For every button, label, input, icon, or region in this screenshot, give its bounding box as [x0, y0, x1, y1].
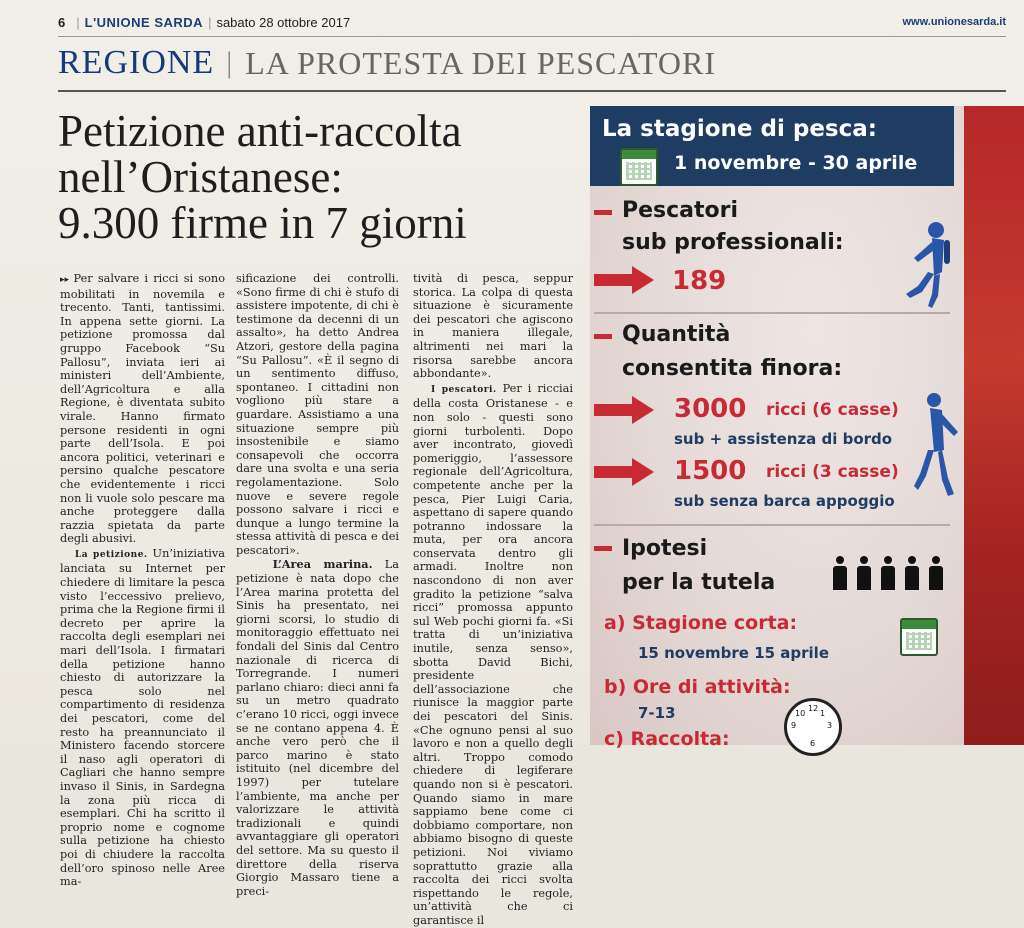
season-dates: 1 novembre - 30 aprile — [674, 152, 918, 174]
newspaper-name: L'UNIONE SARDA — [84, 14, 204, 30]
bullet-dash-icon — [594, 546, 612, 551]
quantity-1-unit: ricci (6 casse) — [766, 400, 899, 420]
quantity-2-unit: ricci (3 casse) — [766, 462, 899, 482]
website-url: www.unionesarda.it — [902, 16, 1006, 28]
bullet-dash-icon — [594, 210, 612, 215]
paragraph-lead: I pescatori. — [430, 384, 497, 395]
article-paragraph: tività di pesca, seppur storica. La colpa di questa situazione è sicuramente dei pescatori che agiscono in maniera illegale, altrimenti nei mari la risorsa sarebbe ancora abbondante». — [413, 272, 573, 381]
section-heading — [58, 42, 716, 84]
paragraph-lead: La petizione. — [74, 549, 148, 560]
clock-icon: 12 3 6 9 10 1 — [784, 698, 842, 756]
diver-icon — [908, 390, 964, 500]
headline-line-1: Petizione anti-raccolta — [58, 106, 462, 156]
ipotesi-title-2: per la tutela — [622, 570, 776, 595]
article-paragraph: ▸▸ Per salvare i ricci si sono mobilitati in novemila e trecento. Tanti, tantissimi. In appena sette giorni. La petizione promossa dal gruppo Facebook “Su Pallosu”, inviata ieri ai ministeri dell’Ambiente, dell’Agricoltura e alla Regione, è diventata subito virale. Hanno firmato persone residenti in ogni parte dell’Isola. E poi ancora politici, veterinari e persino qualche pescatore che evidentemente i ricci non li vuole solo pescare ma anche proteggere dalla razzia spietata da parte degli abusivi. — [60, 272, 225, 546]
infographic-title: La stagione di pesca: — [602, 116, 877, 142]
infographic-divider — [594, 524, 950, 526]
article-column-3 — [413, 272, 573, 927]
article-paragraph: La petizione. Un’iniziativa lanciata su Internet per chiedere di limitare la pesca visto l’eccessivo prelievo, prima che la Regione firmi il decreto per aprire la raccolta degli esemplari nei mari dell’Isola. I firmatari della petizione hanno chiesto di autorizzare la pesca solo nel compartimento di residenza dei pescatori, come del resto ha preannunciato il Ministero facendo storcere il naso agli operatori di Cagliari che hanno sempre invaso il Sinis, in Sardegna la zona più ricca di esemplari. Chi ha scritto il proprio nome e cognome sulla petizione ha chiesto poi di chiudere la raccolta dell’oro spinoso nelle Aree ma- — [60, 546, 226, 889]
infographic-header — [590, 106, 954, 186]
page-header — [58, 12, 1006, 32]
people-icon — [832, 556, 944, 590]
ipotesi-title-1: Ipotesi — [622, 536, 708, 561]
header-separator: | — [76, 14, 80, 30]
section-topic: LA PROTESTA DEI PESCATORI — [245, 44, 717, 81]
calendar-icon — [620, 148, 658, 186]
article-column-2 — [236, 272, 400, 898]
urchin-photo-edge — [962, 106, 1024, 745]
headline-line-2: nell’Oristanese: — [58, 152, 343, 202]
pescatori-title-1: Pescatori — [622, 198, 739, 223]
quantita-title-2: consentita finora: — [622, 356, 843, 381]
header-rule — [58, 36, 1006, 37]
arrow-icon — [594, 266, 656, 294]
page-number: 6 — [58, 14, 66, 30]
issue-date: sabato 28 ottobre 2017 — [216, 14, 351, 30]
section-divider: | — [226, 46, 234, 79]
hypothesis-a-dates: 15 novembre 15 aprile — [638, 644, 830, 662]
quantity-1-number: 3000 — [674, 394, 747, 424]
hypothesis-c-label: c) Raccolta: — [604, 728, 730, 750]
arrow-icon — [594, 458, 656, 486]
section-rule — [58, 90, 1006, 92]
bullet-dash-icon — [594, 334, 612, 339]
header-separator: | — [208, 14, 212, 30]
calendar-icon — [900, 618, 938, 656]
pescatori-title-2: sub professionali: — [622, 230, 844, 255]
article-column-1 — [60, 272, 226, 889]
infographic-panel — [590, 106, 964, 750]
diver-icon — [892, 218, 960, 310]
hypothesis-b-hours: 7-13 — [638, 704, 676, 722]
hypothesis-b-label: b) Ore di attività: — [604, 676, 791, 698]
infographic-divider — [594, 312, 950, 314]
article-paragraph: L’Area marina. La petizione è nata dopo che l’Area marina protetta del Sinis ha presentato, nei giorni scorsi, lo studio di monitoraggio effettuato nei fondali del Sinis dal Centro nazionale di ricerca di Torregrande. I numeri parlano chiaro: dieci anni fa su un metro quadrato c’erano 10 ricci, oggi invece se ne contano appena 4. È anche vero però che il parco marino è stato istituito (nel dicembre del 1997) per tutelare l’ambiente, ma anche per valorizzare le attività tradizionali e quindi avvantaggiare gli operatori del settore. Ma su questo il direttore della riserva Giorgio Massaro tiene a preci- — [236, 557, 400, 898]
quantita-title-1: Quantità — [622, 322, 731, 347]
article-headline — [58, 108, 568, 246]
quantity-2-number: 1500 — [674, 456, 747, 486]
pescatori-count: 189 — [672, 266, 727, 296]
headline-line-3: 9.300 firme in 7 giorni — [58, 198, 467, 248]
paragraph-lead: L’Area marina. — [272, 557, 373, 572]
article-paragraph: sificazione dei controlli. «Sono firme di chi è stufo di assistere impotente, di chi è testimone da decenni di un assalto», ha detto Andrea Atzori, gestore della pagina “Su Pallosu”. «È il segno di un sentimento diffuso, spontaneo. I cittadini non vogliono più stare a guardare. Assistiamo a una situazione sempre più insostenibile e siamo consapevoli che occorra dare una svolta e una seria regolamentazione. Solo nuove e severe regole possono salvare i ricci e dunque a lungo termine la stessa attività di pesca e dei pescatori». — [236, 272, 399, 557]
quantity-2-note: sub senza barca appoggio — [674, 492, 895, 510]
article-paragraph: I pescatori. Per i ricciai della costa Oristanese - e non solo - questi sono giorni turbolenti. Dopo aver incontrato, giovedì pomeriggio, l’assessore regionale dell’Agricoltura, competente anche per la pesca, Pier Luigi Caria, aspettano di sapere quando potranno indossare la muta, per ora ancora conservata dentro gli armadi. Inoltre non nascondono di non aver gradito la petizione “salva ricci” promossa appunto sul Web pochi giorni fa. «Si tratta di un’iniziativa inutile, senza senso», sbotta David Bichi, presidente dell’associazione che riunisce la maggior parte dei pescatori del Sinis. «Che ognuno pensi al suo lavoro e non a quello degli altri. Troppo comodo chiedere di legiferare quando non si è pescatori. Quando siamo in mare sappiamo bene come ci dobbiamo comportare, non abbiamo bisogno di queste petizioni. Noi viviamo soprattutto grazie alla raccolta dei ricci svolta rispettando le regole, un’attività che ci garantisce il — [413, 381, 573, 927]
arrow-icon — [594, 396, 656, 424]
paragraph-arrow-icon: ▸▸ — [60, 275, 74, 285]
quantity-1-note: sub + assistenza di bordo — [674, 430, 893, 448]
section-region: REGIONE — [58, 44, 215, 81]
hypothesis-a-label: a) Stagione corta: — [604, 612, 798, 634]
